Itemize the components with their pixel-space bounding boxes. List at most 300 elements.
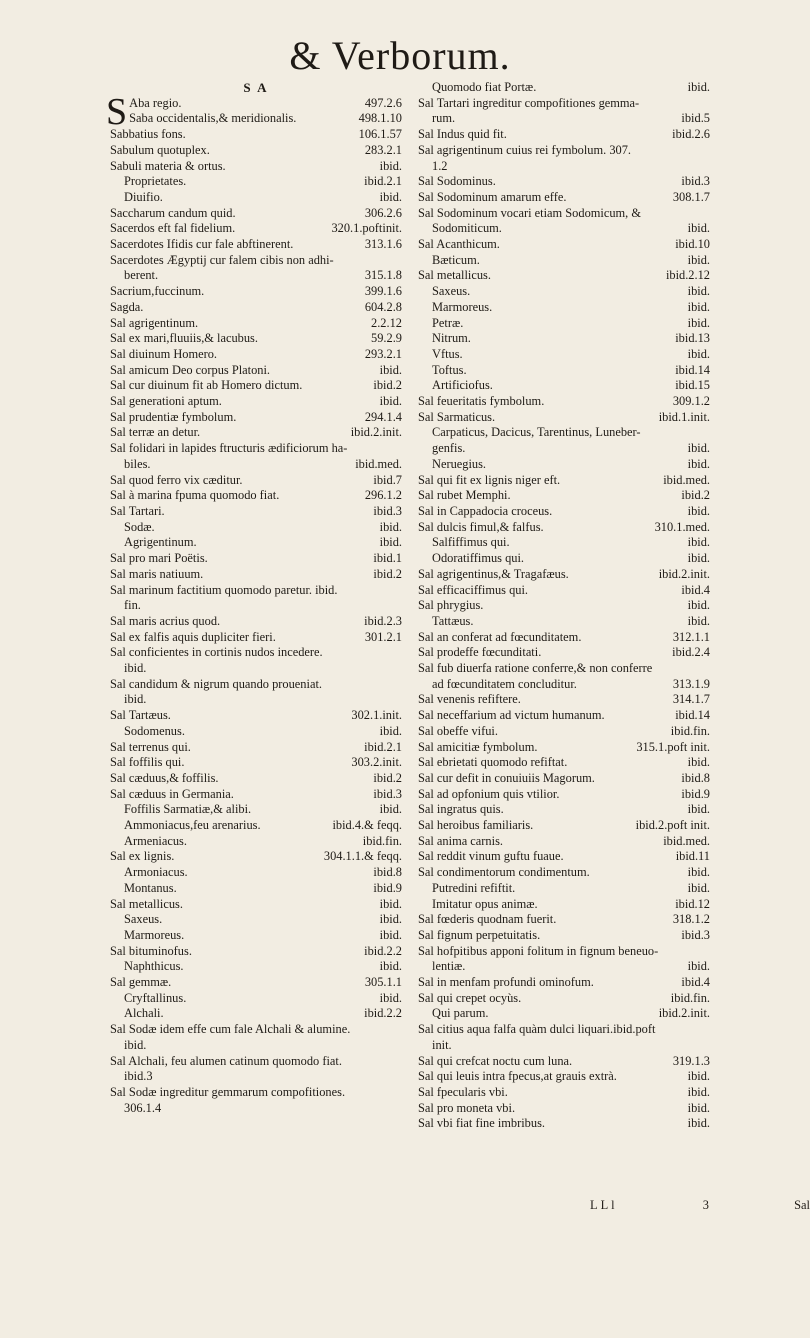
index-entry (110, 661, 402, 677)
entry-term: Sal neceffarium ad victum humanum. (418, 708, 605, 723)
index-entry (110, 410, 402, 426)
entry-reference: ibid.5 (681, 111, 710, 126)
index-entry (129, 96, 402, 112)
entry-term: Sal Sodominus. (418, 174, 496, 189)
index-entry (418, 975, 710, 991)
entry-reference: 283.2.1 (364, 142, 402, 157)
entry-reference: ibid. (687, 284, 710, 299)
entry-term: Foffilis Sarmatiæ,& alibi. (124, 802, 252, 817)
entry-reference: ibid. (687, 315, 710, 330)
entry-term: Armeniacus. (124, 833, 187, 848)
index-entry (110, 1054, 402, 1070)
entry-term: rum. (432, 111, 456, 126)
entry-term: Sal amicitiæ fymbolum. (418, 739, 538, 754)
index-entry (418, 551, 710, 567)
entry-reference: ibid.14 (675, 362, 710, 377)
entry-term: Sodomiticum. (432, 221, 502, 236)
index-entry (110, 300, 402, 316)
entry-term: biles. (124, 456, 151, 471)
entry-term: Sal Acanthicum. (418, 237, 500, 252)
entry-term: Sal cur diuinum fit ab Homero dictum. (110, 378, 303, 393)
index-entry (418, 80, 710, 96)
entry-term: Sal Sodæ idem effe cum fale Alchali & alumine. (110, 1022, 351, 1037)
entry-reference: ibid.2 (373, 566, 402, 581)
entry-reference: 310.1.med. (654, 519, 710, 534)
entry-term: init. (432, 1037, 452, 1052)
entry-term: Sal venenis refiftere. (418, 692, 521, 707)
index-entry (418, 1116, 710, 1132)
index-entry (110, 567, 402, 583)
index-entry (418, 473, 710, 489)
entry-term: Sal condimentorum condimentum. (418, 865, 590, 880)
index-entry (418, 708, 710, 724)
index-entry (110, 268, 402, 284)
entry-reference: ibid. (687, 755, 710, 770)
entry-term: Toftus. (432, 362, 467, 377)
drop-capital: S (106, 90, 128, 133)
entry-term: Sal ad opfonium quis vtilior. (418, 786, 560, 801)
entry-term: Carpaticus, Dacicus, Tarentinus, Luneber- (432, 425, 641, 440)
entry-term: Sal gemmæ. (110, 975, 172, 990)
index-entry (110, 740, 402, 756)
entry-reference: ibid. (379, 896, 402, 911)
entry-reference: 303.2.init. (351, 755, 402, 770)
index-entry (110, 551, 402, 567)
index-entry (418, 661, 710, 677)
entry-term: Neruegius. (432, 456, 487, 471)
index-entry (110, 1038, 402, 1054)
index-entry (418, 425, 710, 441)
entry-reference: ibid. (687, 802, 710, 817)
entry-reference: ibid. (687, 551, 710, 566)
entry-reference: ibid. (687, 1100, 710, 1115)
entry-reference: ibid.3 (681, 927, 710, 942)
signature-number: 3 (702, 1198, 709, 1212)
index-entry (110, 457, 402, 473)
index-entry (418, 567, 710, 583)
entry-term: Sal conficientes in cortinis nudos incedere. (110, 645, 323, 660)
index-entry (110, 881, 402, 897)
index-entry (110, 598, 402, 614)
entry-reference: ibid.2 (373, 378, 402, 393)
entry-reference: 309.1.2 (672, 394, 710, 409)
entry-term: Sal maris acrius quod. (110, 613, 221, 628)
entry-reference: ibid.14 (675, 708, 710, 723)
entry-reference: ibid.fin. (670, 723, 710, 738)
entry-reference: ibid. (687, 80, 710, 94)
entry-reference: ibid.8 (373, 865, 402, 880)
entry-term: Sal vbi fiat fine imbribus. (418, 1116, 545, 1131)
index-entry (110, 488, 402, 504)
page-footer (590, 1198, 810, 1213)
index-entry (110, 1069, 402, 1085)
entry-term: Sal à marina fpuma quomodo fiat. (110, 488, 280, 503)
entry-term: Sal fpecularis vbi. (418, 1085, 508, 1099)
entry-reference: ibid.9 (681, 786, 710, 801)
index-entry (110, 583, 402, 599)
index-entry (418, 1006, 710, 1022)
index-entry (110, 1006, 402, 1022)
entry-reference: ibid.2.2 (364, 943, 402, 958)
entry-reference: 294.1.4 (364, 409, 402, 424)
index-entry (110, 991, 402, 1007)
index-entry (418, 190, 710, 206)
entry-reference: 305.1.1 (364, 975, 402, 990)
running-head: & Verborum. (289, 33, 511, 78)
index-entry (110, 818, 402, 834)
entry-term: Sal fœderis quodnam fuerit. (418, 912, 557, 927)
index-entry (110, 1085, 402, 1101)
entry-term: Nitrum. (432, 331, 471, 346)
index-entry (110, 928, 402, 944)
index-entry (418, 1038, 710, 1054)
index-entry (418, 598, 710, 614)
entry-reference: ibid.2.1 (364, 739, 402, 754)
index-entry (418, 881, 710, 897)
index-entry (110, 347, 402, 363)
entry-reference: ibid.10 (675, 237, 710, 252)
entry-reference: ibid.2.3 (364, 613, 402, 628)
entry-term: fin. (124, 598, 141, 613)
entry-term: 306.1.4 (124, 1100, 162, 1115)
index-entry (418, 865, 710, 881)
entry-term: Sal ingratus quis. (418, 802, 504, 817)
entry-reference: ibid.12 (675, 896, 710, 911)
entry-reference: 313.1.6 (364, 237, 402, 252)
entry-reference: ibid. (379, 912, 402, 927)
index-entry (110, 865, 402, 881)
index-entry (418, 944, 710, 960)
entry-term: Sacerdos eft fal fidelium. (110, 221, 236, 236)
entry-term: Sal Tartari ingreditur compofitiones gemma- (418, 95, 640, 110)
index-entry (418, 630, 710, 646)
index-entry (418, 378, 710, 394)
index-entry (418, 645, 710, 661)
right-column (418, 80, 710, 1132)
index-entry (110, 473, 402, 489)
index-entry (418, 849, 710, 865)
entry-reference: ibid. (687, 221, 710, 236)
entry-reference: ibid.9 (373, 880, 402, 895)
entry-term: Sal ex lignis. (110, 849, 175, 864)
entry-reference: ibid. (687, 598, 710, 613)
entry-reference: 301.2.1 (364, 629, 402, 644)
index-entry (110, 206, 402, 222)
entry-term: Sal ex falfis aquis dupliciter fieri. (110, 629, 276, 644)
entry-reference: ibid.1.init. (658, 409, 710, 424)
index-entry (110, 127, 402, 143)
index-entry (418, 268, 710, 284)
entry-reference: ibid. (379, 990, 402, 1005)
entry-term: Sal foffilis qui. (110, 755, 185, 770)
entry-reference: ibid. (379, 723, 402, 738)
entry-term: Sal citius aqua falfa quàm dulci liquari.ibid.poft (418, 1022, 656, 1037)
entry-term: Sacrium,fuccinum. (110, 284, 205, 299)
entry-reference: ibid. (687, 252, 710, 267)
index-entry (418, 127, 710, 143)
entry-term: ad fœcunditatem concluditur. (432, 676, 577, 691)
entry-term: Sal cæduus in Germania. (110, 786, 234, 801)
entry-reference: ibid. (687, 959, 710, 974)
entry-term: Sal ex mari,fluuiis,& lacubus. (110, 331, 258, 346)
index-entry (110, 253, 402, 269)
index-entry (418, 991, 710, 1007)
index-entry (110, 316, 402, 332)
index-entry (110, 787, 402, 803)
entry-reference: ibid.4 (681, 582, 710, 597)
index-entry (418, 300, 710, 316)
index-entry (110, 975, 402, 991)
entry-term: lentiæ. (432, 959, 466, 974)
entry-reference: 106.1.57 (358, 127, 402, 142)
entry-term: Sabuli materia & ortus. (110, 158, 226, 173)
entry-term: Qui parum. (432, 1006, 489, 1021)
first-entries (106, 90, 402, 133)
entry-term: Armoniacus. (124, 865, 188, 880)
entry-term: Sal Alchali, feu alumen catinum quomodo fiat. (110, 1053, 342, 1068)
index-entry (110, 174, 402, 190)
column-letter-heading: S A (243, 80, 269, 95)
entry-term: Sal terræ an detur. (110, 425, 201, 440)
index-entry (418, 410, 710, 426)
index-entry (110, 378, 402, 394)
entry-term: Sal qui leuis intra fpecus,at grauis extrà. (418, 1069, 617, 1084)
entry-reference: ibid. (687, 865, 710, 880)
entry-reference: ibid.fin. (670, 990, 710, 1005)
entry-term: Sagda. (110, 299, 144, 314)
index-entry (418, 692, 710, 708)
index-entry (418, 253, 710, 269)
entry-term: Sal rubet Memphi. (418, 488, 511, 503)
index-entry (110, 535, 402, 551)
index-entry (418, 96, 710, 112)
entry-term: Odoratiffimus qui. (432, 551, 525, 566)
entry-term: Sal efficaciffimus qui. (418, 582, 528, 597)
index-entry (418, 959, 710, 975)
entry-term: Vftus. (432, 346, 463, 361)
index-entry (418, 897, 710, 913)
entry-term: Sal Sodominum amarum effe. (418, 189, 567, 204)
entry-term: Sal bituminofus. (110, 943, 192, 958)
index-entry (418, 504, 710, 520)
entry-reference: ibid. (687, 456, 710, 471)
entry-term: Sal Tartari. (110, 503, 165, 518)
entry-reference: ibid.3 (373, 786, 402, 801)
entry-term: Sal hofpitibus apponi folitum in fignum beneuo- (418, 943, 659, 958)
entry-reference: ibid.med. (663, 833, 710, 848)
entry-term: Quomodo fiat Portæ. (432, 80, 537, 94)
index-entry (418, 206, 710, 222)
index-entry (110, 363, 402, 379)
index-entry (418, 1085, 710, 1101)
catchword: Sal (794, 1198, 810, 1212)
index-entry (418, 284, 710, 300)
index-entry (110, 912, 402, 928)
entry-term: Sal metallicus. (110, 896, 183, 911)
index-entry (110, 755, 402, 771)
index-entry (110, 520, 402, 536)
entry-reference: ibid. (687, 535, 710, 550)
entry-reference: 296.1.2 (364, 488, 402, 503)
entry-term: Sal dulcis fimul,& falfus. (418, 519, 544, 534)
index-entry (418, 143, 710, 159)
index-entry (110, 645, 402, 661)
signature-mark: LLl (590, 1198, 618, 1212)
entry-term: Saccharum candum quid. (110, 205, 236, 220)
entry-term: Montanus. (124, 880, 177, 895)
entry-reference: 312.1.1 (672, 629, 710, 644)
entry-reference: ibid. (687, 1069, 710, 1084)
entry-reference: ibid.3 (373, 503, 402, 518)
index-entry (110, 284, 402, 300)
entry-reference: ibid.2.init. (658, 1006, 710, 1021)
entry-term: Sal Tartæus. (110, 708, 171, 723)
index-entry (110, 724, 402, 740)
index-entry (418, 787, 710, 803)
entry-reference: 319.1.3 (672, 1053, 710, 1068)
entry-term: Marmoreus. (124, 927, 185, 942)
entry-term: Sal maris natiuum. (110, 566, 204, 581)
entry-term: Imitatur opus animæ. (432, 896, 538, 911)
index-entry (110, 1101, 402, 1117)
entry-term: Sal ebrietati quomodo refiftat. (418, 755, 568, 770)
entry-reference: ibid. (379, 158, 402, 173)
entry-term: Sal Sodæ ingreditur gemmarum compofitiones. (110, 1085, 346, 1099)
entry-term: Sal fignum perpetuitatis. (418, 927, 541, 942)
entry-reference: ibid. (379, 802, 402, 817)
index-entry (110, 849, 402, 865)
entry-reference: ibid. (379, 959, 402, 974)
entry-reference: ibid. (379, 362, 402, 377)
entry-term: Sal agrigentinus,& Tragafæus. (418, 566, 569, 581)
entry-reference: ibid. (687, 441, 710, 456)
entry-term: Sacerdotes Ægyptij cur falem cibis non adhi- (110, 252, 334, 267)
index-entry (129, 111, 402, 127)
index-entry (110, 159, 402, 175)
index-entry (418, 1069, 710, 1085)
index-entry (418, 1054, 710, 1070)
entry-reference: ibid.2.init. (658, 566, 710, 581)
index-entry (110, 630, 402, 646)
entry-reference: 498.1.10 (358, 111, 402, 126)
entry-reference: 59.2.9 (371, 331, 402, 346)
entry-term: Petræ. (432, 315, 464, 330)
entry-reference: ibid.1 (373, 551, 402, 566)
index-entry (110, 897, 402, 913)
index-entry (418, 331, 710, 347)
entry-term: Sabulum quotuplex. (110, 142, 210, 157)
index-entry (418, 237, 710, 253)
entry-term: Sal heroibus familiaris. (418, 818, 534, 833)
entry-reference: 497.2.6 (364, 95, 402, 110)
entry-reference: ibid.11 (675, 849, 710, 864)
index-entry (110, 708, 402, 724)
entry-term: Sal prudentiæ fymbolum. (110, 409, 237, 424)
entry-term: Proprietates. (124, 174, 187, 189)
left-entry-list (110, 127, 402, 1116)
index-entry (110, 959, 402, 975)
entry-reference: 314.1.7 (672, 692, 710, 707)
index-entry (418, 1022, 710, 1038)
index-entry (110, 425, 402, 441)
entry-term: Sal feueritatis fymbolum. (418, 394, 545, 409)
entry-term: ibid. (124, 692, 147, 707)
entry-term: Sal agrigentinum. (110, 315, 199, 330)
index-entry (418, 818, 710, 834)
entry-reference: ibid.7 (373, 472, 402, 487)
entry-reference: ibid. (687, 1085, 710, 1099)
entry-term: Sal amicum Deo corpus Platoni. (110, 362, 271, 377)
index-entry (418, 755, 710, 771)
entry-term: Bæticum. (432, 252, 480, 267)
index-entry (418, 111, 710, 127)
entry-reference: 313.1.9 (672, 676, 710, 691)
entry-reference: ibid. (687, 299, 710, 314)
entry-term: Ammoniacus,feu arenarius. (124, 818, 261, 833)
index-entry (110, 802, 402, 818)
entry-term: Sodæ. (124, 519, 155, 534)
index-entry (110, 677, 402, 693)
entry-term: Sal diuinum Homero. (110, 346, 218, 361)
index-entry (110, 834, 402, 850)
index-entry (418, 802, 710, 818)
entry-reference: ibid.med. (663, 472, 710, 487)
entry-reference: ibid.4.& feqq. (332, 818, 402, 833)
entry-term: Tattæus. (432, 613, 474, 628)
entry-term: Sal reddit vinum guftu fuaue. (418, 849, 564, 864)
entry-term: Sal Sodominum vocari etiam Sodomicum, & (418, 205, 642, 220)
entry-reference: ibid.4 (681, 975, 710, 990)
index-entry (110, 614, 402, 630)
entry-term: genfis. (432, 441, 466, 456)
entry-term: Saxeus. (124, 912, 163, 927)
entry-reference: ibid.fin. (362, 833, 402, 848)
index-entry (418, 174, 710, 190)
index-entry (418, 583, 710, 599)
entry-term: Sal terrenus qui. (110, 739, 191, 754)
entry-reference: 315.1.8 (364, 268, 402, 283)
entry-reference: ibid. (379, 927, 402, 942)
entry-term: Sal qui crepet ocyùs. (418, 990, 522, 1005)
entry-term: Sal Sarmaticus. (418, 409, 496, 424)
entry-reference: ibid.2.poft init. (635, 818, 710, 833)
entry-term: Sal qui crefcat noctu cum luna. (418, 1053, 573, 1068)
entry-term: Sal qui fit ex lignis niger eft. (418, 472, 561, 487)
index-entry (418, 316, 710, 332)
index-entry (418, 394, 710, 410)
index-entry (418, 614, 710, 630)
entry-reference: ibid.3 (681, 174, 710, 189)
entry-term: Sal prodeffe fœcunditati. (418, 645, 542, 660)
index-entry (110, 221, 402, 237)
entry-reference: ibid.2.init. (350, 425, 402, 440)
entry-reference: ibid.8 (681, 770, 710, 785)
entry-term: berent. (124, 268, 159, 283)
entry-term: Marmoreus. (432, 299, 493, 314)
entry-reference: ibid. (687, 880, 710, 895)
entry-term: Salfiffimus qui. (432, 535, 510, 550)
entry-term: ibid.3 (124, 1069, 153, 1084)
entry-reference: 306.2.6 (364, 205, 402, 220)
entry-reference: 315.1.poft init. (636, 739, 710, 754)
index-entry (110, 190, 402, 206)
index-entry (418, 159, 710, 175)
entry-term: Sal metallicus. (418, 268, 491, 283)
entry-reference: 293.2.1 (364, 346, 402, 361)
entry-term: Sal obeffe vifui. (418, 723, 498, 738)
entry-term: Sodomenus. (124, 723, 185, 738)
index-entry (418, 535, 710, 551)
